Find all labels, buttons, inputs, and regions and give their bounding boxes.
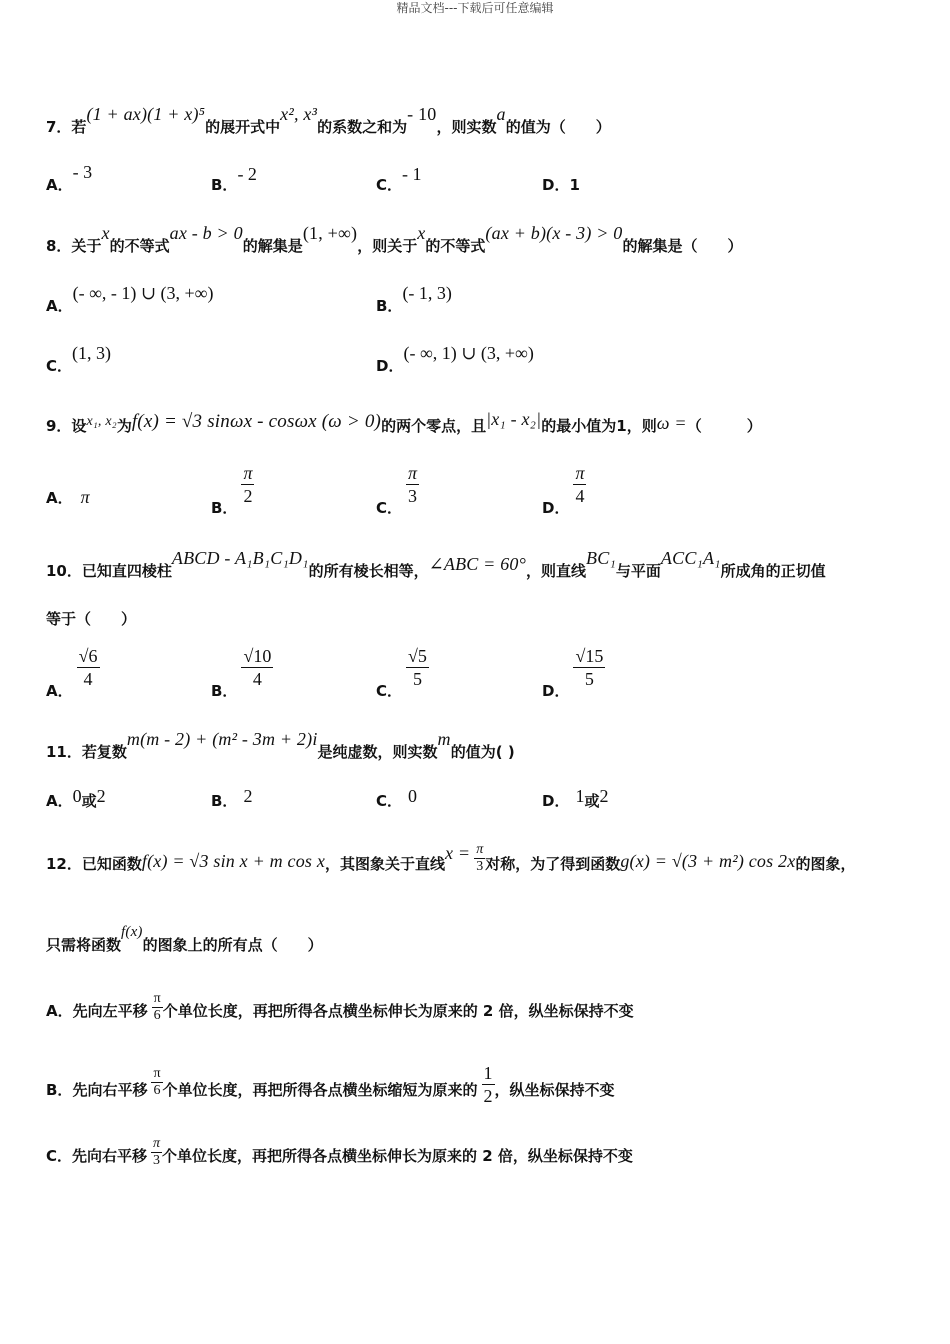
q10-prism: ABCD - A₁B₁C₁D₁ [171,548,309,568]
q7-option-d: D．1 [542,176,580,194]
q7-text: 的值为（ ） [505,118,611,136]
q10-angle: ∠ABC = 60° [428,554,527,574]
q10-option-c: C． $\frac{√5}{5}$ [376,646,427,700]
q12-fx: f(x) [121,924,143,940]
q12-text: 的图象， [795,855,856,873]
q12-text: ，其图象关于直线 [325,855,446,873]
q8-option-d: D．(- ∞, 1) ∪ (3, +∞) [376,343,534,375]
q8-option-a: A．(- ∞, - 1) ∪ (3, +∞) [46,283,214,315]
q10-option-b: B． $\frac{√10}{4}$ [211,646,272,700]
q11-complex: m(m - 2) + (m² - 3m + 2)i [126,729,318,749]
q12-text: 的图象上的所有点（ ） [142,936,323,954]
q7-text: 的系数之和为 [317,118,408,136]
q8-inequality-2: (ax + b)(x - 3) > 0 [485,223,623,243]
q9-text: （ ） [686,417,762,435]
q8-text: 的解集是（ ） [622,237,743,255]
q10-text: 与平面 [615,562,661,580]
question-10-line-2: 等于（ ） [46,610,137,628]
q9-function: f(x) = √3 sinωx - cosωx (ω > 0) [131,411,382,432]
q10-option-a: A． $\frac{√6}{4}$ [46,646,98,700]
q9-number: 9．设 [46,417,87,435]
q8-inequality: ax - b > 0 [169,223,243,243]
q10-plane: ACC₁A₁ [660,548,721,568]
q10-number: 10．已知直四棱柱 [46,562,172,580]
q8-text: 的不等式 [425,237,486,255]
q11-option-a: A．0或2 [46,786,106,810]
q9-option-c: C． $\frac{\pi}{3}$ [376,463,418,517]
q7-variable: a [496,104,506,124]
question-11 [46,729,515,762]
q10-option-d: D． $\frac{√15}{5}$ [542,646,604,700]
q7-option-b: B．- 2 [211,164,257,194]
q9-option-b: B． $\frac{\pi}{2}$ [211,463,253,517]
q12-option-b: B．先向右平移 $\frac{\pi}{6}$ 个单位长度，再把所得各点横坐标缩短为原来的 $\frac{1}{2}$ ，纵坐标保持不变 [46,1063,615,1106]
q9-text: 的两个零点，且 [381,417,487,435]
q9-zeros: x₁, x₂ [86,414,117,429]
q7-expression: (1 + ax)(1 + x)⁵ [86,104,206,124]
q7-option-a: A．- 3 [46,162,93,194]
q8-option-b: B．(- 1, 3) [376,283,452,315]
question-8 [46,223,743,256]
q11-option-c: C． 0 [376,786,418,810]
q9-text: 为 [116,417,132,435]
q7-number: 7．若 [46,118,87,136]
q8-option-c: C．(1, 3) [46,343,112,375]
q7-text: ，则实数 [436,118,497,136]
q7-text: 的展开式中 [205,118,281,136]
q9-text: 的最小值为1，则 [541,417,657,435]
q11-option-b: B． 2 [211,786,253,810]
q9-option-d: D． $\frac{\pi}{4}$ [542,463,585,517]
q9-abs: |x₁ - x₂| [486,409,542,429]
q11-variable: m [437,729,451,749]
q8-text: 的解集是 [242,237,303,255]
q12-text: 对称，为了得到函数 [485,855,621,873]
q7-option-c: C．- 1 [376,164,422,194]
q11-option-d: D． 1或2 [542,786,609,810]
q11-text: 的值为( ) [450,743,515,761]
q10-text: ，则直线 [526,562,587,580]
question-12-line-2 [46,924,323,956]
q12-text: 只需将函数 [46,936,122,954]
q8-text: 的不等式 [109,237,170,255]
q8-variable: x [417,223,426,243]
q7-terms: x², x³ [280,104,318,124]
question-12 [46,842,856,881]
q7-sum: - 10 [407,104,437,124]
q8-interval: (1, +∞) [302,223,358,243]
q12-number: 12．已知函数 [46,855,142,873]
q8-text: ，则关于 [357,237,418,255]
q11-number: 11．若复数 [46,743,127,761]
q8-number: 8．关于 [46,237,102,255]
question-7 [46,104,611,137]
question-10 [46,548,826,581]
q12-line-x: x = [445,843,471,863]
q10-text: 所成角的正切值 [720,562,826,580]
question-9 [46,409,762,438]
q8-variable: x [101,223,110,243]
q9-option-a: A． π [46,487,90,507]
page-header: 精品文档---下载后可任意编辑 [396,1,554,15]
q12-line-fraction: $\frac{\pi}{3}$ [476,842,484,874]
q10-text: 的所有棱长相等， [308,562,429,580]
q9-omega: ω = [656,413,687,433]
q10-line: BC₁ [586,548,616,568]
q12-function-g: g(x) = √(3 + m²) cos 2x [620,851,796,871]
q12-function-f: f(x) = √3 sin x + m cos x [141,851,326,871]
q12-option-c: C．先向右平移 $\frac{\pi}{3}$ 个单位长度，再把所得各点横坐标伸长为原来的 2 倍，纵坐标保持不变 [46,1136,633,1168]
q12-option-a: A．先向左平移 $\frac{\pi}{6}$ 个单位长度，再把所得各点横坐标伸长为原来的 2 倍，纵坐标保持不变 [46,991,634,1023]
q11-text: 是纯虚数，则实数 [317,743,438,761]
